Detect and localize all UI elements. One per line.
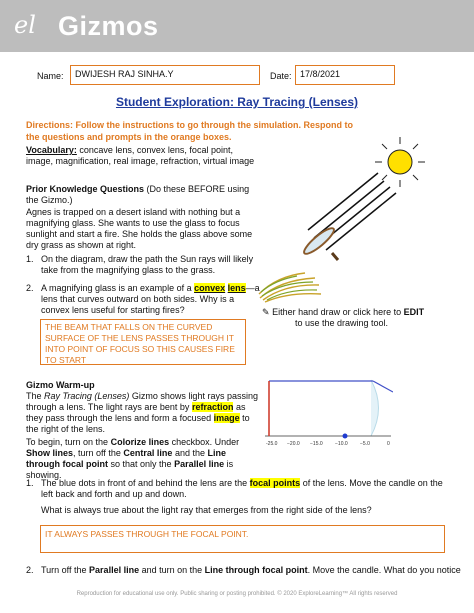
directions-text: Directions: Follow the instructions to go through the simulation. Respond to the questions and prompts in the orange boxes.	[26, 120, 353, 142]
focal-point-dot	[343, 434, 348, 439]
prior-q2-part-b: —a lens that curves outward on both sides. Why is a convex lens useful for starting fires?	[41, 283, 260, 315]
warmup-p2-d: and the	[174, 448, 205, 458]
line-through-focal-point-term: Line through focal point	[26, 448, 226, 469]
warmup-paragraph-1	[26, 391, 259, 435]
warmup-p1-d: to the right of the lens.	[26, 413, 250, 434]
vocabulary-block	[26, 145, 256, 167]
gizmo-name: Ray Tracing (Lenses)	[44, 391, 130, 401]
term-image: image	[213, 413, 240, 423]
pencil-icon: ✎	[262, 307, 270, 317]
prior-heading-note: (Do these BEFORE using the Gizmo.)	[26, 184, 250, 205]
edit-note[interactable]	[262, 307, 457, 318]
q1-part-b: of the lens. Move the candle on the left back and forth and up and down.	[41, 478, 443, 499]
prior-q2-part-a: A magnifying glass is an example of a	[41, 283, 192, 293]
footer-copyright: Reproduction for educational use only. Public sharing or posting prohibited. © 2020 ExploreLearning™ All rights reserved	[76, 591, 398, 597]
vocabulary-text: concave lens, convex lens, focal point, image, magnification, real image, refraction, virtual image	[26, 145, 255, 166]
warmup-p2-b: checkbox. Under	[171, 437, 240, 447]
q1-part-a: The blue dots in front of and behind the lens are the	[41, 478, 248, 488]
warmup-p2-a: To begin, turn on the	[26, 437, 109, 447]
prior-q2-answer-box[interactable]: THE BEAM THAT FALLS ON THE CURVED SURFACE OF THE LENS PASSES THROUGH IT INTO POINT OF FOCUS SO THIS CAUSES FIRE TO START	[40, 319, 246, 365]
magnifying-glass-icon	[301, 225, 338, 260]
prior-heading-label: Prior Knowledge Questions	[26, 184, 145, 194]
warmup-p2-f: is showing.	[26, 459, 234, 480]
edit-note-prefix: Either hand draw or click here to	[272, 307, 402, 317]
axis-tick-label: −5.0	[360, 441, 370, 447]
q2-number: 2.	[26, 565, 34, 575]
q2-ltfp-term: Line through focal point	[204, 565, 308, 575]
grass-icon	[255, 270, 325, 310]
date-label: Date:	[270, 71, 292, 81]
q2-parallel-term: Parallel line	[89, 565, 140, 575]
q1-question: What is always true about the light ray that emerges from the right side of the lens?	[41, 505, 372, 515]
sun-icon	[375, 137, 425, 187]
warmup-p2-e: so that only the	[110, 459, 172, 469]
prior-q1-text: On the diagram, draw the path the Sun rays will likely take from the magnifying glass to the grass.	[41, 254, 254, 275]
q2-part-b: and turn on the	[141, 565, 203, 575]
warmup-heading: Gizmo Warm-up	[26, 380, 95, 390]
term-convex: convex	[194, 283, 226, 293]
name-field[interactable]: DWIJESH RAJ SINHA.Y	[70, 65, 260, 85]
gizmos-logo-icon: el	[14, 11, 36, 39]
q2-part-a: Turn off the	[41, 565, 87, 575]
term-focal-points: focal points	[249, 478, 301, 488]
warmup-p1-c: as they pass through the lens and form a focused	[26, 402, 246, 423]
date-field[interactable]: 17/8/2021	[295, 65, 395, 85]
central-line-term: Central line	[123, 448, 173, 458]
colorize-lines-term: Colorize lines	[110, 437, 170, 447]
axis-tick-label: −15.0	[310, 441, 323, 447]
ray-tracing-sim-thumbnail	[263, 378, 393, 456]
q2-part-c: . Move the candle. What do you notice	[307, 565, 461, 575]
show-lines-term: Show lines	[26, 448, 74, 458]
warmup-p2-c: , turn off the	[73, 448, 121, 458]
term-lens: lens	[227, 283, 246, 293]
q1-number: 1.	[26, 478, 34, 488]
warmup-p1-a: The	[26, 391, 42, 401]
term-refraction: refraction	[191, 402, 234, 412]
prior-q1-number: 1.	[26, 254, 34, 264]
name-label: Name:	[37, 71, 64, 81]
parallel-line-term: Parallel line	[174, 459, 225, 469]
edit-link[interactable]: EDIT	[403, 307, 425, 317]
page-title: Student Exploration: Ray Tracing (Lenses)	[115, 95, 359, 109]
axis-tick-label: 0	[387, 441, 390, 447]
prior-q2-number: 2.	[26, 283, 34, 293]
q1-answer-box[interactable]: IT ALWAYS PASSES THROUGH THE FOCAL POINT.	[40, 525, 445, 553]
axis-tick-label: −20.0	[287, 441, 300, 447]
edit-note-suffix: to use the drawing tool.	[295, 318, 389, 328]
warmup-p1-b: Gizmo shows light rays passing through a lens. The light rays are bent by	[26, 391, 258, 412]
prior-q2-text	[41, 283, 261, 316]
axis-tick-label: -25.0	[266, 441, 278, 447]
prior-scenario: Agnes is trapped on a desert island with nothing but a magnifying glass. She wants to use the glass to focus sunlight and start a fire. She holds the glass above some dry grass as shown at right.	[26, 207, 253, 250]
warmup-paragraph-2	[26, 437, 259, 481]
prior-knowledge-heading	[26, 184, 256, 206]
brand-name: Gizmos	[58, 11, 159, 41]
vocabulary-label: Vocabulary:	[26, 145, 77, 155]
axis-tick-label: −10.0	[335, 441, 348, 447]
q2-text	[41, 565, 461, 576]
q1-text	[41, 478, 446, 500]
